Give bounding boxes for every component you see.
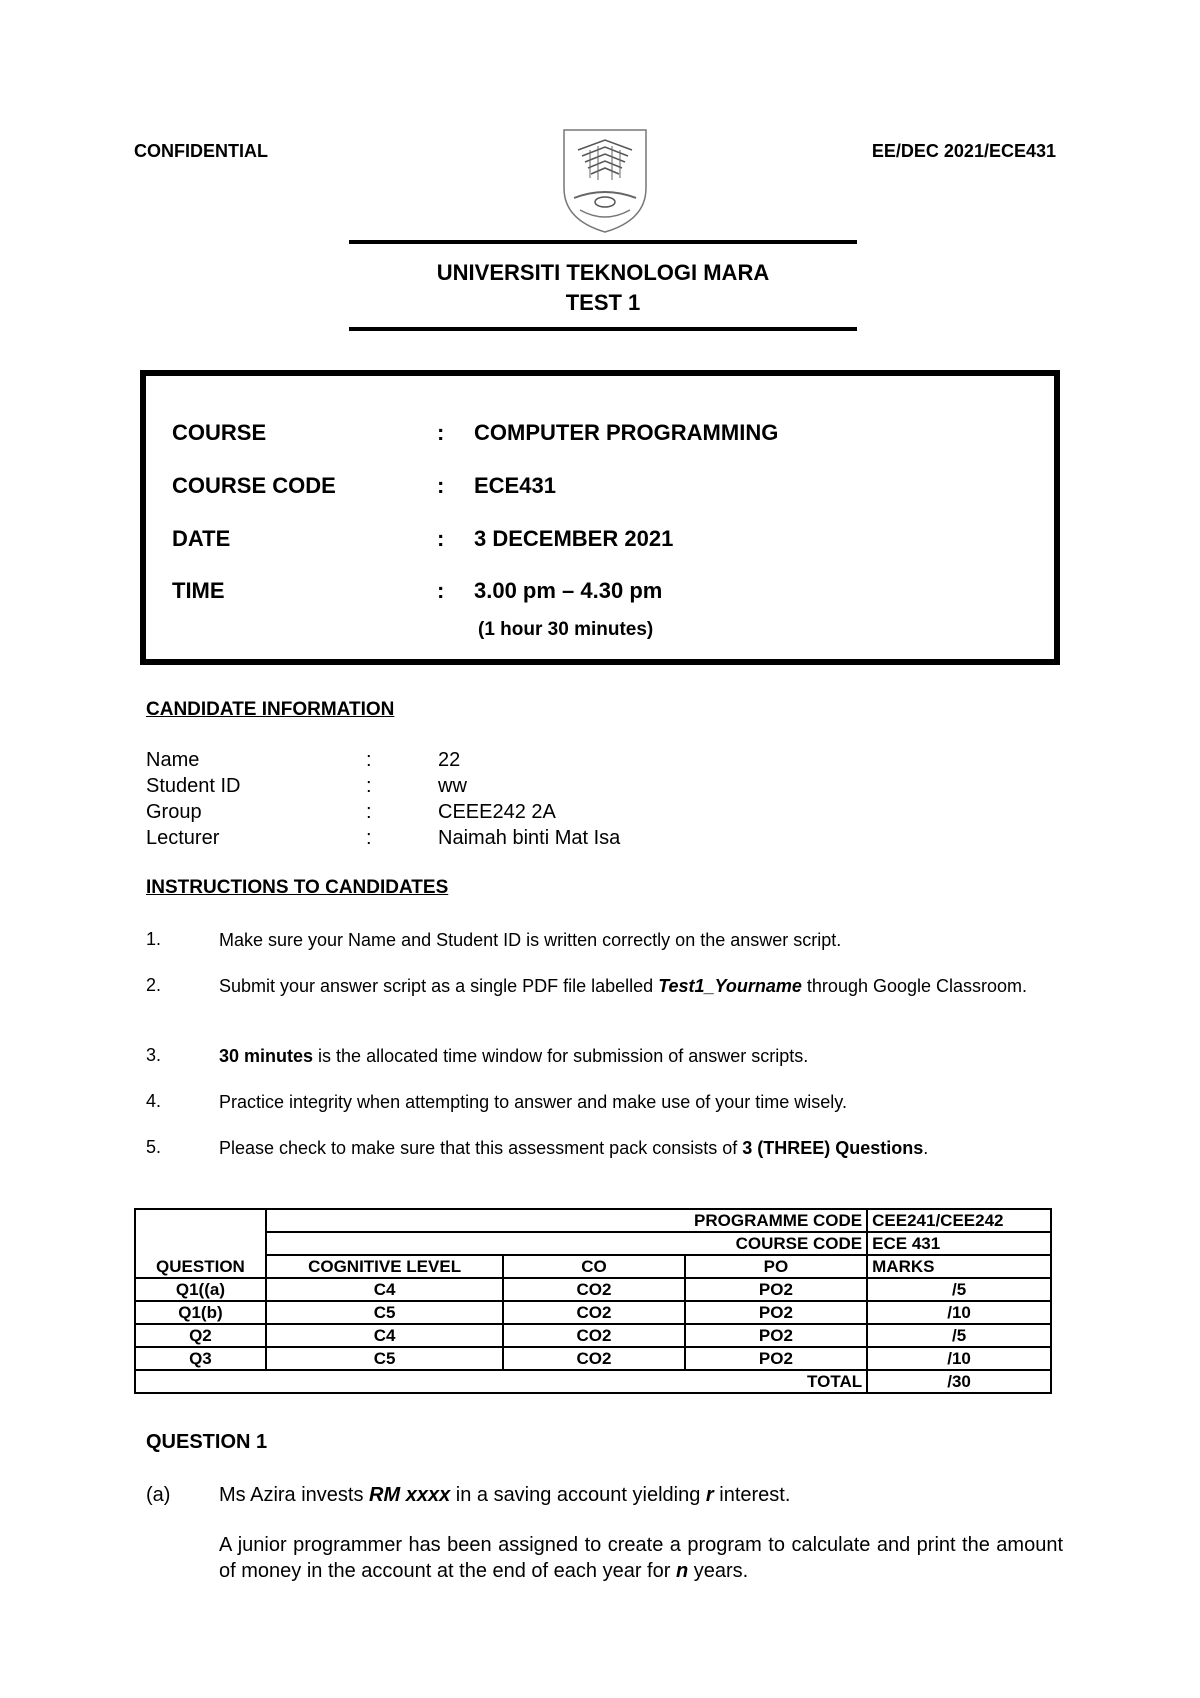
- course-info-box: [140, 370, 1060, 665]
- name-label: Name: [146, 749, 200, 771]
- table-row: [135, 1301, 1051, 1324]
- title-bottom-rule: [349, 327, 857, 331]
- group-sep: :: [366, 801, 372, 823]
- student-id-sep: :: [366, 775, 372, 797]
- time-label: TIME: [172, 578, 225, 603]
- question-1a-paragraph-1: Ms Azira invests RM xxxx in a saving account yielding r interest.: [219, 1484, 791, 1506]
- name-value: 22: [438, 749, 461, 771]
- filename-format: Test1_Yourname: [658, 976, 802, 996]
- table-row: [135, 1324, 1051, 1347]
- instruction-2-number: 2.: [146, 975, 162, 995]
- programme-code-label: PROGRAMME CODE: [266, 1209, 867, 1232]
- course-sep: :: [437, 420, 445, 445]
- programme-code-value: CEE241/CEE242: [867, 1209, 1051, 1232]
- course-code-table-value: ECE 431: [867, 1232, 1051, 1255]
- marks-header: MARKS: [867, 1255, 1051, 1278]
- course-label: COURSE: [172, 420, 267, 445]
- instruction-2-text: Submit your answer script as a single PDF file labelled Test1_Yourname through Google Classroom.: [219, 976, 1028, 996]
- name-sep: :: [366, 749, 372, 771]
- table-cell: PO2: [685, 1324, 867, 1347]
- university-crest-icon: [560, 128, 650, 234]
- lecturer-value: Naimah binti Mat Isa: [438, 827, 621, 849]
- exam-reference: EE/DEC 2021/ECE431: [871, 141, 1056, 161]
- candidate-info-heading: CANDIDATE INFORMATION: [146, 699, 395, 720]
- duration: (1 hour 30 minutes): [478, 619, 654, 640]
- question-1a-label: (a): [146, 1484, 171, 1506]
- instruction-3-number: 3.: [146, 1045, 162, 1065]
- date-label: DATE: [172, 526, 231, 551]
- table-cell: C4: [266, 1278, 503, 1301]
- test-title: TEST 1: [565, 290, 641, 315]
- table-cell: PO2: [685, 1278, 867, 1301]
- marks-table: [134, 1208, 1052, 1394]
- time-value: 3.00 pm – 4.30 pm: [474, 578, 663, 603]
- table-cell: PO2: [685, 1347, 867, 1370]
- table-cell: CO2: [503, 1324, 684, 1347]
- instruction-5-text: Please check to make sure that this assessment pack consists of 3 (THREE) Questions.: [219, 1138, 929, 1158]
- course-code-value: ECE431: [474, 473, 556, 498]
- table-cell: C4: [266, 1324, 503, 1347]
- question-1a-paragraph-2: A junior programmer has been assigned to create a program to calculate and print the amount of money in the account at the end of each year for n years.: [219, 1534, 1063, 1582]
- table-cell: C5: [266, 1301, 503, 1324]
- date-sep: :: [437, 526, 445, 551]
- po-header: PO: [685, 1255, 867, 1278]
- course-value: COMPUTER PROGRAMMING: [474, 420, 779, 445]
- student-id-value: ww: [438, 775, 467, 797]
- table-row: [135, 1209, 1051, 1232]
- table-cell: /10: [867, 1301, 1051, 1324]
- instruction-3-text: 30 minutes is the allocated time window for submission of answer scripts.: [219, 1046, 809, 1066]
- table-cell: Q2: [135, 1324, 266, 1347]
- course-code-label: COURSE CODE: [172, 473, 336, 498]
- table-cell: Q3: [135, 1347, 266, 1370]
- instruction-1-number: 1.: [146, 929, 162, 949]
- course-code-sep: :: [437, 473, 445, 498]
- title-top-rule: [349, 240, 857, 244]
- table-cell: /5: [867, 1324, 1051, 1347]
- date-value: 3 DECEMBER 2021: [474, 526, 674, 551]
- group-label: Group: [146, 801, 202, 823]
- table-cell: C5: [266, 1347, 503, 1370]
- university-name: UNIVERSITI TEKNOLOGI MARA: [436, 260, 770, 285]
- table-cell: /5: [867, 1278, 1051, 1301]
- question-1-heading: QUESTION 1: [146, 1431, 268, 1453]
- table-total-row: [135, 1370, 1051, 1393]
- table-cell: CO2: [503, 1278, 684, 1301]
- course-code-table-label: COURSE CODE: [266, 1232, 867, 1255]
- instructions-heading: INSTRUCTIONS TO CANDIDATES: [146, 877, 449, 898]
- instruction-5-number: 5.: [146, 1137, 162, 1157]
- group-value: CEEE242 2A: [438, 801, 556, 823]
- table-cell: PO2: [685, 1301, 867, 1324]
- table-row: [135, 1278, 1051, 1301]
- table-cell: CO2: [503, 1301, 684, 1324]
- question-header: QUESTION: [135, 1209, 266, 1278]
- table-cell: Q1((a): [135, 1278, 266, 1301]
- table-cell: Q1(b): [135, 1301, 266, 1324]
- total-label: TOTAL: [135, 1370, 867, 1393]
- instruction-1-text: Make sure your Name and Student ID is written correctly on the answer script.: [219, 930, 842, 950]
- total-value: /30: [867, 1370, 1051, 1393]
- instruction-4-number: 4.: [146, 1091, 162, 1111]
- time-sep: :: [437, 578, 445, 603]
- confidential-label: CONFIDENTIAL: [134, 141, 268, 161]
- table-cell: /10: [867, 1347, 1051, 1370]
- lecturer-label: Lecturer: [146, 827, 220, 849]
- cognitive-level-header: COGNITIVE LEVEL: [266, 1255, 503, 1278]
- table-header-row: [135, 1255, 1051, 1278]
- co-header: CO: [503, 1255, 684, 1278]
- table-cell: CO2: [503, 1347, 684, 1370]
- student-id-label: Student ID: [146, 775, 241, 797]
- instruction-4-text: Practice integrity when attempting to answer and make use of your time wisely.: [219, 1092, 847, 1112]
- lecturer-sep: :: [366, 827, 372, 849]
- table-row: [135, 1232, 1051, 1255]
- table-row: [135, 1347, 1051, 1370]
